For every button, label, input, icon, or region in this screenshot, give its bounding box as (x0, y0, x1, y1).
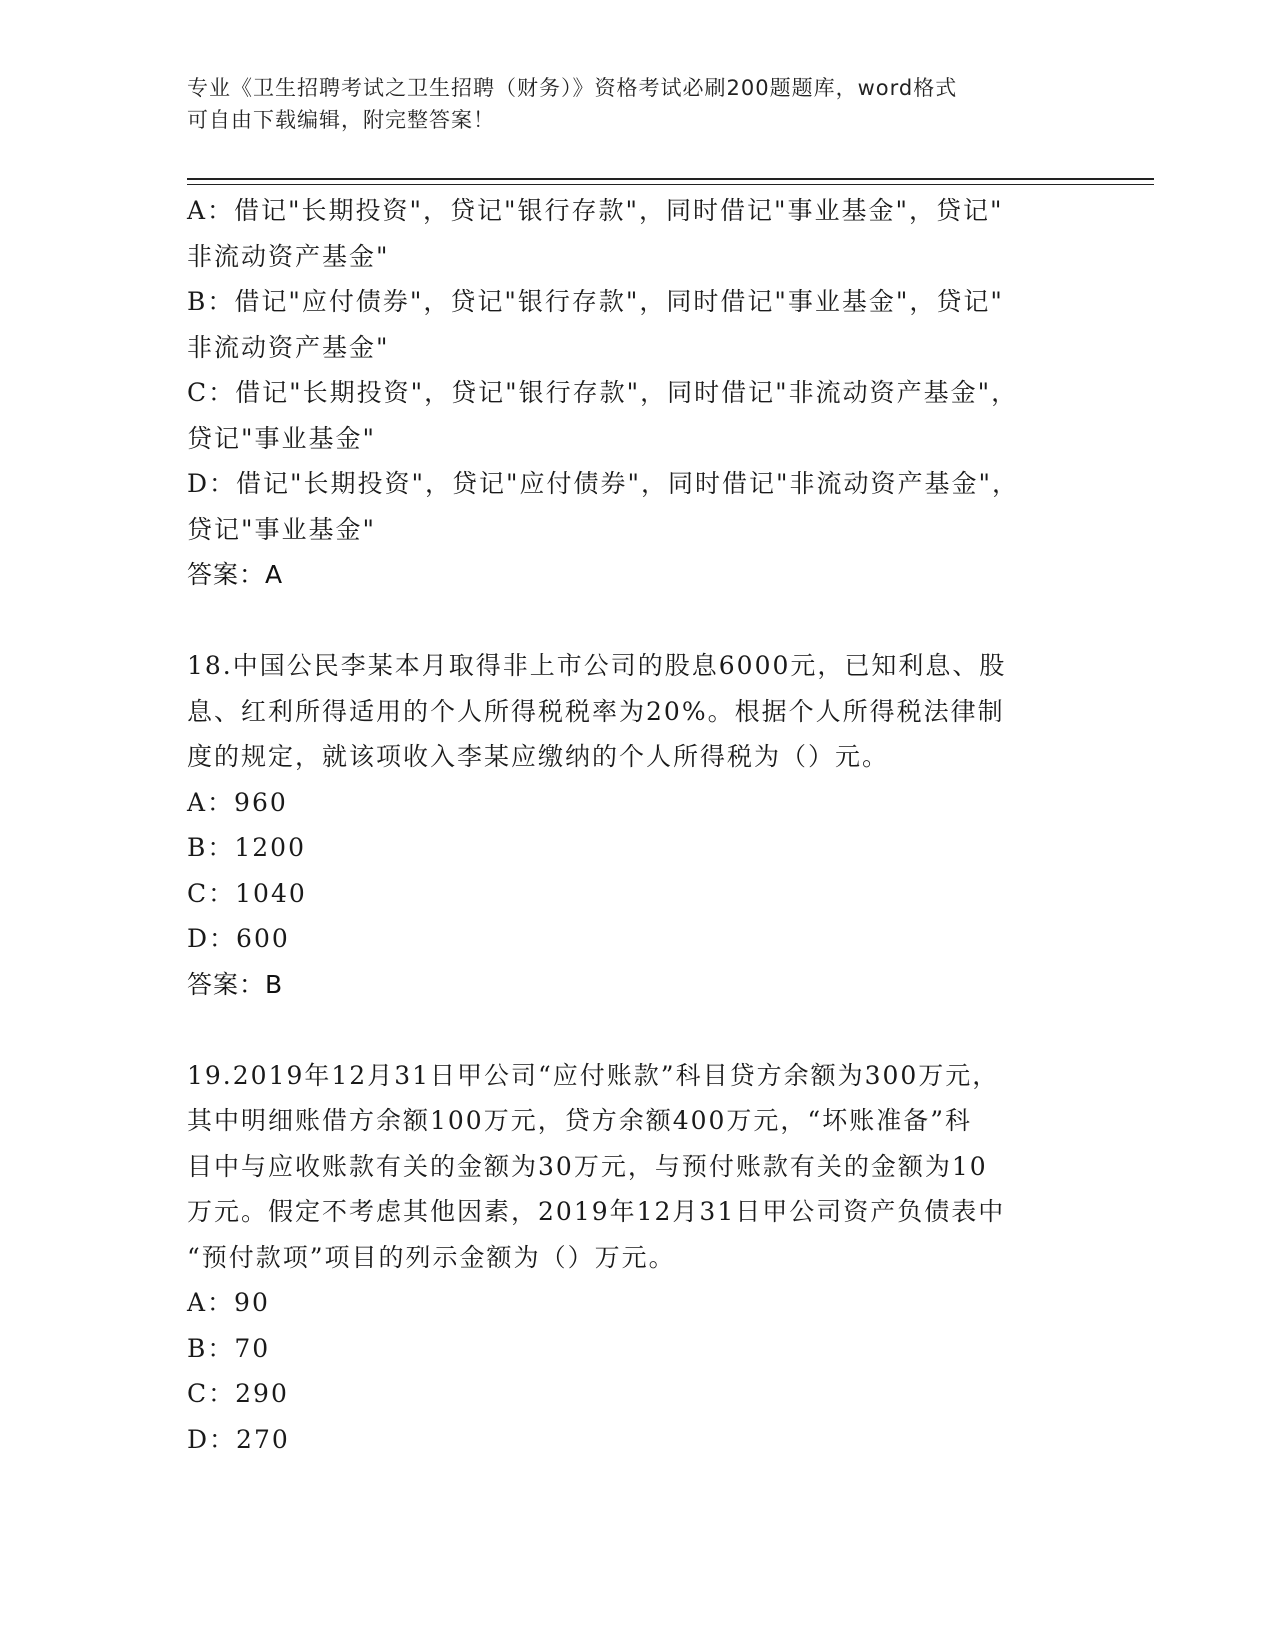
option-b: B：1200 (187, 833, 306, 862)
question-17-options (187, 188, 1067, 598)
question-stem-line-5: “预付款项”项目的列示金额为（）万元。 (187, 1242, 676, 1272)
header-divider-thin (187, 184, 1154, 185)
option-d: D：270 (187, 1424, 290, 1454)
option-c: C：1040 (187, 878, 307, 908)
option-b-line-2: 非流动资产基金" (187, 332, 390, 362)
question-stem-line-2: 息、红利所得适用的个人所得税税率为20%。根据个人所得税法律制 (187, 696, 1005, 726)
option-a: A：960 (187, 787, 288, 817)
question-stem-line-3: 目中与应收账款有关的金额为30万元，与预付账款有关的金额为10 (187, 1151, 988, 1181)
option-d-line-1: D：借记"长期投资"，贷记"应付债券"，同时借记"非流动资产基金"， (187, 469, 1020, 498)
option-d-line-2: 贷记"事业基金" (187, 514, 376, 544)
header-line-1: 专业《卫生招聘考试之卫生招聘（财务）》资格考试必刷200题题库，word格式 (187, 76, 958, 100)
answer-label: 答案：B (187, 969, 284, 999)
option-b-line-1: B：借记"应付债券"，贷记"银行存款"，同时借记"事业基金"，贷记" (187, 287, 1004, 316)
option-c-line-2: 贷记"事业基金" (187, 423, 376, 453)
option-c: C：290 (187, 1379, 289, 1408)
document-body (187, 188, 1067, 1462)
option-a: A：90 (187, 1288, 270, 1317)
option-c-line-1: C：借记"长期投资"，贷记"银行存款"，同时借记"非流动资产基金"， (187, 378, 1019, 407)
question-18 (187, 643, 1067, 1007)
question-19 (187, 1053, 1067, 1463)
option-a-line-2: 非流动资产基金" (187, 241, 390, 271)
question-stem-line-3: 度的规定，就该项收入李某应缴纳的个人所得税为（）元。 (187, 742, 890, 771)
option-b: B：70 (187, 1333, 271, 1363)
question-stem-line-2: 其中明细账借方余额100万元，贷方余额400万元，“坏账准备”科 (187, 1106, 972, 1135)
header-line-2: 可自由下载编辑，附完整答案！ (187, 108, 495, 132)
header-divider-thick (187, 178, 1154, 180)
document-header (187, 72, 1067, 136)
answer-label: 答案：A (187, 560, 284, 589)
option-a-line-1: A：借记"长期投资"，贷记"银行存款"，同时借记"事业基金"，贷记" (187, 196, 1004, 225)
question-stem-line-4: 万元。假定不考虑其他因素，2019年12月31日甲公司资产负债表中 (187, 1197, 1006, 1226)
question-stem-line-1: 19.2019年12月31日甲公司“应付账款”科目贷方余额为300万元， (187, 1060, 1000, 1090)
option-d: D：600 (187, 924, 290, 953)
spacer (187, 598, 1067, 644)
spacer (187, 1007, 1067, 1053)
question-stem-line-1: 18.中国公民李某本月取得非上市公司的股息6000元，已知利息、股 (187, 651, 1007, 680)
